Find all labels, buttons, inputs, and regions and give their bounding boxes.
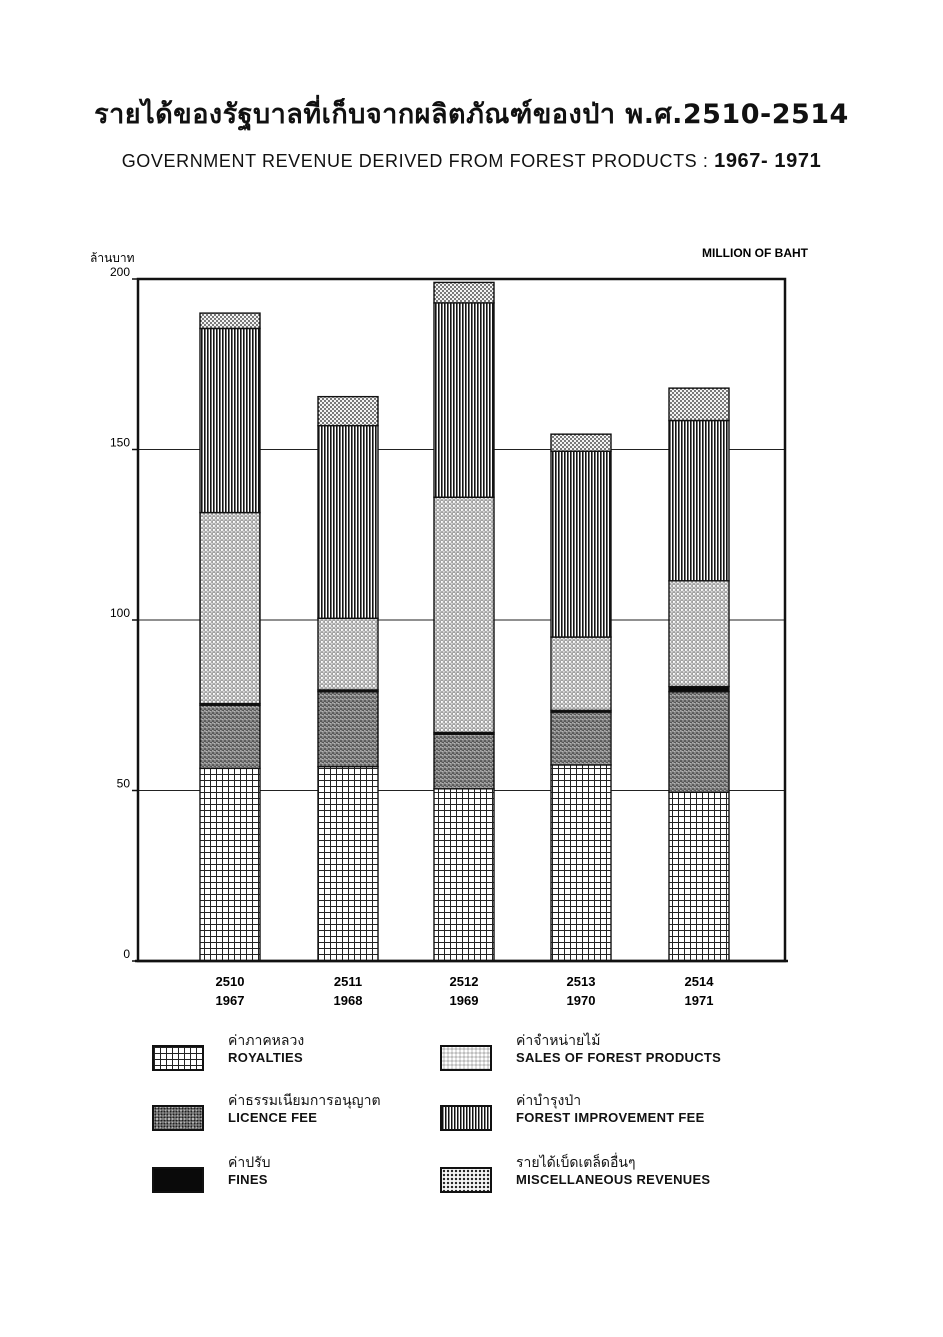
bar-segment-licence bbox=[200, 705, 260, 768]
x-tick-label-year: 1970 bbox=[566, 993, 596, 1008]
bar-segment-misc bbox=[434, 282, 494, 302]
bar-stack-1970 bbox=[551, 434, 611, 961]
bar-segment-sales bbox=[200, 513, 260, 704]
bar-stack-1968 bbox=[318, 397, 378, 961]
bar-segment-misc bbox=[551, 434, 611, 451]
bar-segment-improvement bbox=[434, 303, 494, 497]
x-tick-label-thai-year: 2511 bbox=[333, 974, 363, 989]
legend-label: MISCELLANEOUS REVENUES bbox=[516, 1172, 711, 1187]
x-tick-label-thai-year: 2510 bbox=[215, 974, 245, 989]
chart-title-years: 1967- 1971 bbox=[714, 150, 822, 172]
bar-segment-royalties bbox=[200, 768, 260, 961]
legend-label-thai: ค่าจำหน่ายไม้ bbox=[516, 1033, 601, 1049]
bar-segment-licence bbox=[669, 692, 729, 793]
x-axis-labels bbox=[216, 974, 715, 1008]
bars bbox=[200, 282, 729, 961]
x-tick-label-year: 1969 bbox=[449, 993, 479, 1008]
bar-segment-licence bbox=[551, 712, 611, 765]
bar-segment-misc bbox=[318, 397, 378, 426]
bar-segment-improvement bbox=[318, 426, 378, 619]
y-axis-ticks bbox=[110, 265, 138, 961]
bar-segment-sales bbox=[551, 637, 611, 710]
bar-segment-licence bbox=[434, 734, 494, 789]
bar-segment-misc bbox=[669, 388, 729, 420]
y-tick-label: 150 bbox=[109, 435, 130, 450]
y-tick-label: 50 bbox=[116, 776, 130, 791]
legend-label-thai: ค่าบำรุงป่า bbox=[516, 1093, 582, 1109]
legend-label: ROYALTIES bbox=[228, 1050, 303, 1065]
legend-label-thai: รายได้เบ็ดเตล็ดอื่นๆ bbox=[516, 1155, 636, 1171]
y-axis-unit-english: MILLION OF BAHT bbox=[702, 246, 808, 260]
bar-segment-licence bbox=[318, 692, 378, 767]
x-tick-label-thai-year: 2514 bbox=[684, 974, 714, 989]
y-axis-unit-thai: ล้านบาท bbox=[90, 251, 135, 265]
legend-label-thai: ค่าปรับ bbox=[228, 1155, 271, 1171]
legend-label: FINES bbox=[228, 1172, 268, 1187]
y-tick-label: 0 bbox=[123, 947, 130, 961]
y-tick-label: 100 bbox=[109, 606, 130, 620]
bar-segment-sales bbox=[669, 581, 729, 687]
bar-segment-misc bbox=[200, 313, 260, 328]
legend-label: FOREST IMPROVEMENT FEE bbox=[516, 1110, 705, 1125]
y-tick-label: 200 bbox=[109, 265, 130, 279]
legend-label-thai: ค่าธรรมเนียมการอนุญาต bbox=[228, 1093, 381, 1109]
bar-segment-royalties bbox=[669, 792, 729, 961]
bar-segment-royalties bbox=[434, 789, 494, 961]
bar-stack-1969 bbox=[434, 282, 494, 961]
x-tick-label-year: 1971 bbox=[684, 993, 714, 1008]
bar-segment-sales bbox=[434, 497, 494, 732]
x-tick-label-year: 1968 bbox=[333, 993, 363, 1008]
bar-stack-1971 bbox=[669, 388, 729, 961]
bar-stack-1967 bbox=[200, 313, 260, 961]
legend-label: LICENCE FEE bbox=[228, 1110, 318, 1125]
bar-segment-improvement bbox=[200, 328, 260, 512]
bar-segment-royalties bbox=[318, 767, 378, 961]
chart-title-thai: รายได้ของรัฐบาลที่เก็บจากผลิตภัณฑ์ของป่า พ.ศ.2510-2514 bbox=[94, 99, 849, 130]
bar-segment-improvement bbox=[551, 451, 611, 637]
x-tick-label-thai-year: 2513 bbox=[566, 974, 596, 989]
bar-segment-improvement bbox=[669, 421, 729, 581]
legend-label: SALES OF FOREST PRODUCTS bbox=[516, 1050, 722, 1065]
x-tick-label-thai-year: 2512 bbox=[449, 974, 479, 989]
bar-segment-sales bbox=[318, 618, 378, 690]
x-tick-label-year: 1967 bbox=[215, 993, 245, 1008]
chart-title-english-text: GOVERNMENT REVENUE DERIVED FROM FOREST PRODUCTS : bbox=[121, 151, 709, 171]
legend-label-thai: ค่าภาคหลวง bbox=[228, 1033, 305, 1049]
bar-segment-royalties bbox=[551, 765, 611, 961]
bar-segment-fines bbox=[669, 686, 729, 691]
